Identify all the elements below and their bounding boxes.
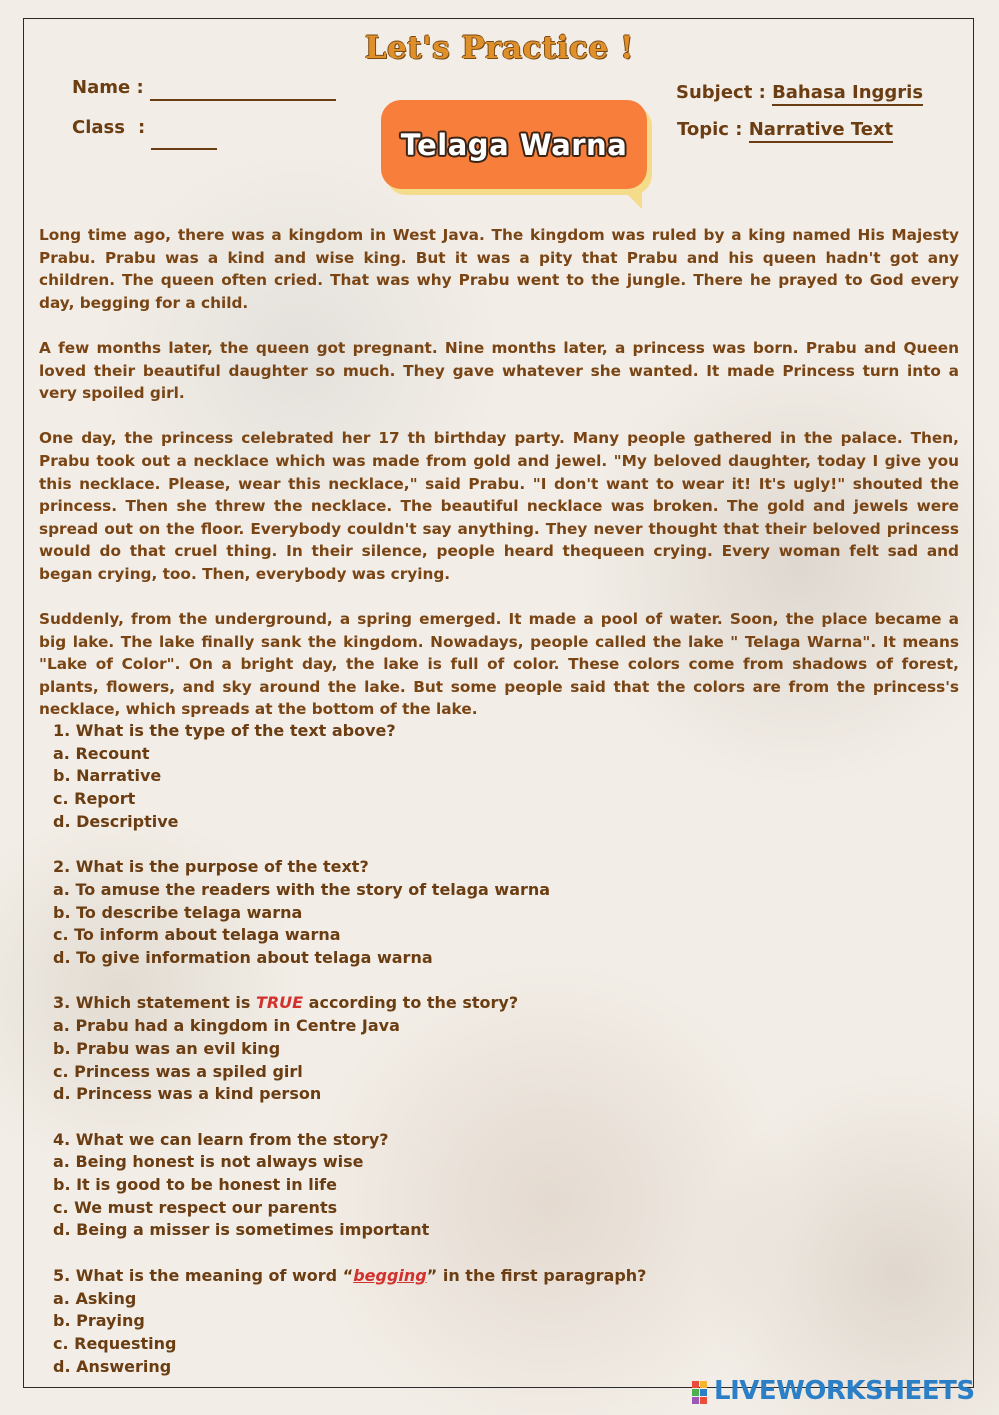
answer-option[interactable]: a. Prabu had a kingdom in Centre Java bbox=[53, 1016, 400, 1036]
highlighted-word: TRUE bbox=[255, 993, 304, 1013]
question-2 bbox=[53, 856, 933, 970]
answer-option[interactable]: b. It is good to be honest in life bbox=[53, 1175, 337, 1195]
subject-label: Subject : bbox=[676, 82, 766, 103]
answer-option[interactable]: a. To amuse the readers with the story of telaga warna bbox=[53, 879, 551, 899]
question-text: 4. What we can learn from the story? bbox=[53, 1129, 389, 1149]
question-5 bbox=[53, 1265, 933, 1379]
answer-option[interactable]: d. Being a misser is sometimes important bbox=[53, 1220, 430, 1240]
story-paragraph-4: Suddenly, from the underground, a spring emerged. It made a pool of water. Soon, the place became a big lake. The lake finally sank the kingdom. Nowadays, people called the lake " Telaga Warna". It means "Lake of Color". On a bright day, the lake is full of color. These colors come from shadows of forest, plants, flowers, and sky around the lake. But some people said that the colors are from the princess's necklace, which spreads at the bottom of the lake. bbox=[39, 610, 959, 719]
answer-option[interactable]: a. Recount bbox=[53, 743, 150, 763]
answer-option[interactable]: c. Report bbox=[53, 789, 136, 809]
name-label: Name : bbox=[72, 77, 144, 98]
answer-option[interactable]: b. Narrative bbox=[53, 766, 162, 786]
question-text bbox=[53, 1265, 933, 1288]
name-input-line[interactable] bbox=[150, 99, 336, 101]
question-text: 1. What is the type of the text above? bbox=[53, 721, 396, 740]
question-text-post: ” in the first paragraph? bbox=[426, 1265, 647, 1285]
subject-value: Bahasa Inggris bbox=[772, 82, 923, 106]
answer-option[interactable]: c. Requesting bbox=[53, 1333, 177, 1353]
answer-option[interactable]: b. Prabu was an evil king bbox=[53, 1038, 281, 1058]
topic-label: Topic : bbox=[677, 119, 743, 140]
liveworksheets-logo-text: LIVEWORKSHEETS bbox=[714, 1376, 975, 1406]
answer-option[interactable]: b. To describe telaga warna bbox=[53, 902, 303, 922]
story-title: Telaga Warna bbox=[400, 127, 628, 162]
answer-option[interactable]: d. Descriptive bbox=[53, 811, 179, 831]
liveworksheets-logo-icon bbox=[692, 1379, 712, 1403]
answer-option[interactable]: d. To give information about telaga warna bbox=[53, 948, 433, 968]
question-4 bbox=[53, 1129, 933, 1243]
highlighted-word: begging bbox=[353, 1265, 427, 1285]
class-input-line[interactable] bbox=[151, 148, 217, 150]
topic-value: Narrative Text bbox=[749, 119, 893, 143]
worksheet-title: Let's Practice ! bbox=[364, 30, 635, 66]
answer-option[interactable]: a. Being honest is not always wise bbox=[53, 1152, 364, 1172]
class-colon: : bbox=[138, 117, 146, 138]
answer-option[interactable]: c. To inform about telaga warna bbox=[53, 925, 341, 945]
question-text bbox=[53, 992, 933, 1015]
answer-option[interactable]: d. Answering bbox=[53, 1356, 172, 1376]
question-text-pre: 5. What is the meaning of word “ bbox=[53, 1265, 354, 1285]
question-text-post: according to the story? bbox=[303, 993, 519, 1013]
answer-option[interactable]: a. Asking bbox=[53, 1288, 137, 1308]
answer-option[interactable]: d. Princess was a kind person bbox=[53, 1084, 322, 1104]
story-paragraph-2: A few months later, the queen got pregnant. Nine months later, a princess was born. Prabu and Queen loved their beautiful daughter so much. They gave whatever she wanted. It made Princess turn into a very spoiled girl. bbox=[39, 338, 959, 403]
answer-option[interactable]: c. We must respect our parents bbox=[53, 1197, 338, 1217]
story-paragraph-3: One day, the princess celebrated her 17 th birthday party. Many people gathered in the palace. Then, Prabu took out a necklace which was made from gold and jewel. "My beloved daughter, today I give you this necklace. Please, wear this necklace," said Prabu. "I don't want to wear it! It's ugly!" shouted the princess. Then she threw the necklace. The beautiful necklace was broken. The gold and jewels were spread out on the floor. Everybody couldn't say anything. They never thought that their beloved princess would do that cruel thing. In their silence, people heard thequeen crying. Every woman felt sad and began crying, too. Then, everybody was crying. bbox=[39, 429, 959, 583]
answer-option[interactable]: b. Praying bbox=[53, 1311, 145, 1331]
story-paragraph-1: Long time ago, there was a kingdom in West Java. The kingdom was ruled by a king named His Majesty Prabu. Prabu was a kind and wise king. But it was a pity that Prabu and his queen hadn't got any children. The queen often cried. That was why Prabu went to the jungle. There he prayed to God every day, begging for a child. bbox=[39, 226, 959, 312]
questions-section bbox=[53, 720, 933, 1401]
liveworksheets-logo[interactable] bbox=[692, 1376, 975, 1406]
subject-field bbox=[676, 82, 923, 103]
story-text bbox=[39, 224, 959, 744]
class-label: Class bbox=[72, 117, 125, 138]
question-text-pre: 3. Which statement is bbox=[53, 993, 256, 1013]
topic-field bbox=[677, 119, 893, 140]
answer-option[interactable]: c. Princess was a spiled girl bbox=[53, 1061, 303, 1081]
question-text: 2. What is the purpose of the text? bbox=[53, 857, 369, 877]
question-3 bbox=[53, 992, 933, 1106]
speech-bubble bbox=[381, 100, 647, 189]
question-1 bbox=[53, 720, 933, 834]
